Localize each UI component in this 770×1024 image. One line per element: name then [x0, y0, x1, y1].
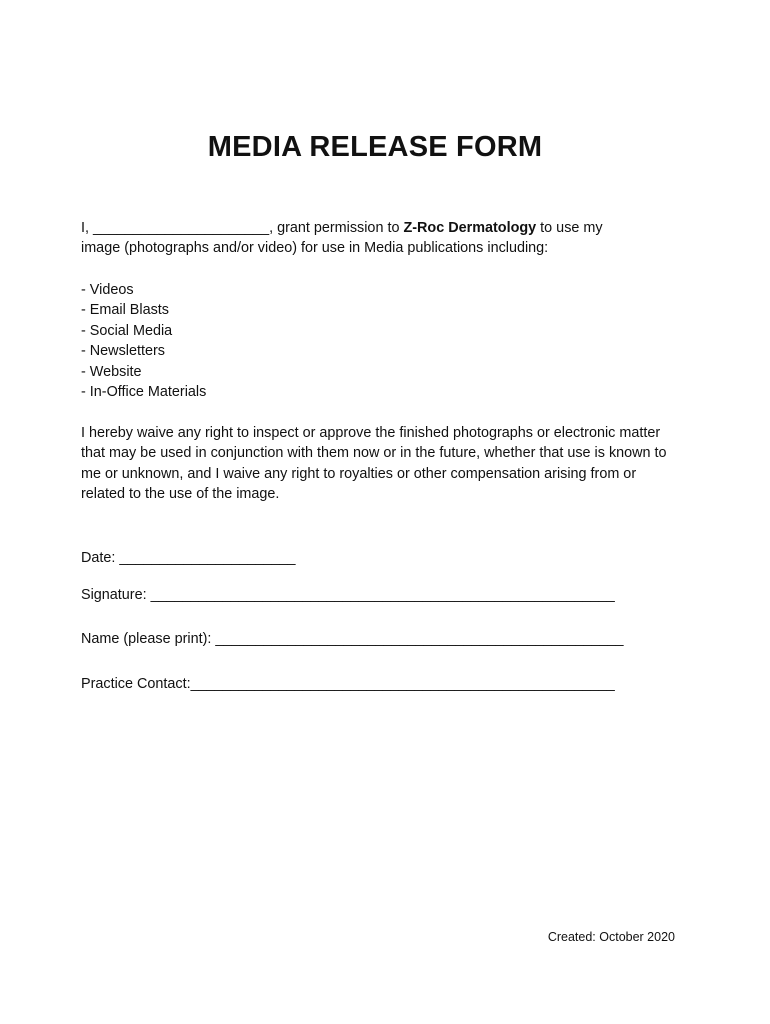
created-date: Created: October 2020: [547, 930, 675, 944]
date-field[interactable]: Date: ______________________: [81, 550, 296, 566]
practice-contact-field[interactable]: Practice Contact:_____________________________________________________: [81, 676, 615, 692]
name-field[interactable]: Name (please print): ___________________________________________________: [81, 631, 624, 647]
signature-field[interactable]: Signature: __________________________________________________________: [81, 587, 615, 603]
list-item: - Email Blasts: [81, 302, 169, 319]
intro-prefix: I, ______________________, grant permission to: [81, 220, 404, 236]
organization-name: Z-Roc Dermatology: [403, 220, 537, 236]
list-item: - Newsletters: [81, 343, 165, 360]
waiver-paragraph: I hereby waive any right to inspect or approve the finished photographs or electronic matter that may be used in conjunction with them now or in the future, whether that use is known to me or unknown, and I waive any right to royalties or other compensation arising from or related to the use of the image.: [81, 425, 667, 503]
page-title: MEDIA RELEASE FORM: [207, 131, 543, 163]
list-item: - Videos: [81, 282, 134, 298]
intro-suffix: to use my: [536, 220, 603, 236]
list-item: - In-Office Materials: [81, 384, 207, 401]
intro-paragraph: [81, 218, 681, 259]
media-list: [81, 280, 681, 402]
list-item: - Social Media: [81, 322, 173, 339]
list-item: - Website: [81, 363, 142, 380]
intro-line-2: image (photographs and/or video) for use in Media publications including:: [81, 240, 549, 257]
